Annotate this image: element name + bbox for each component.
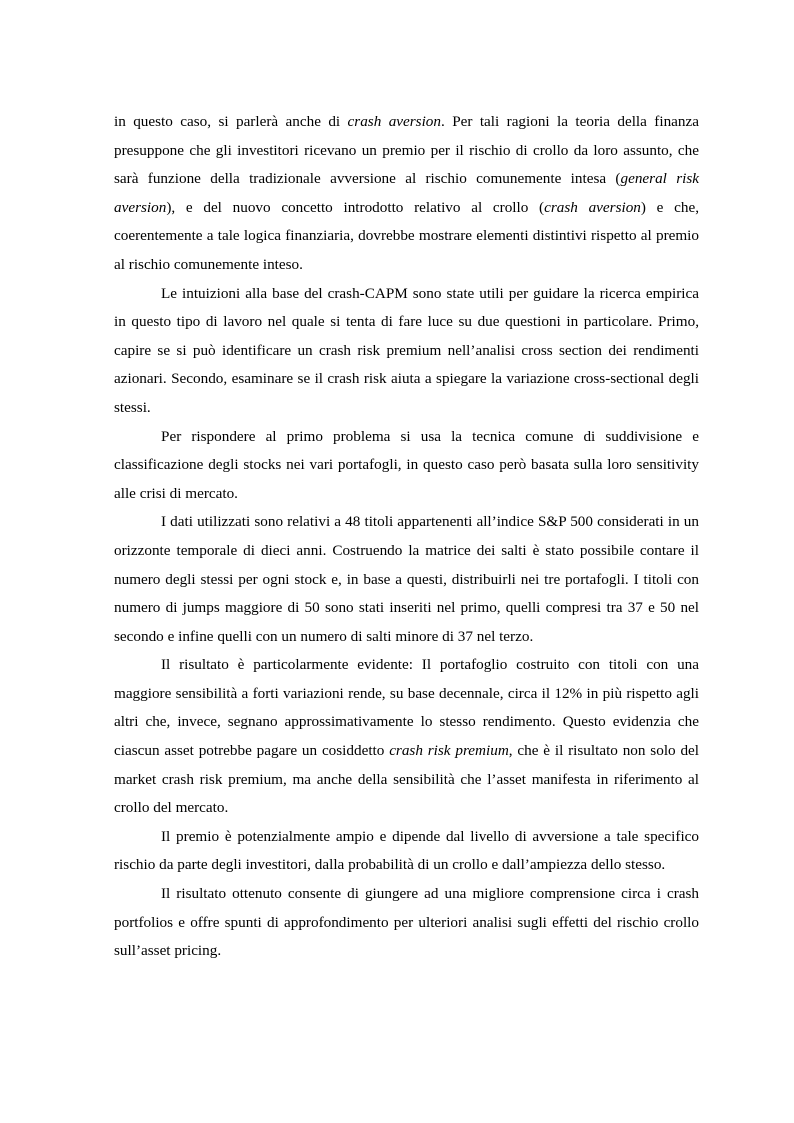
paragraph (114, 651, 699, 823)
paragraph (114, 508, 699, 651)
text-run: Per rispondere al primo problema si usa la tecnica comune di suddivisione e classificazione degli stocks nei vari portafogli, in questo caso però basata sulla loro sensitivity alle crisi di mercato. (114, 427, 699, 502)
text-run: ), e del nuovo concetto introdotto relativo al crollo ( (166, 198, 545, 216)
text-run: in questo caso, si parlerà anche di (114, 113, 348, 130)
text-run: Il premio è potenzialmente ampio e dipende dal livello di avversione a tale specifico rischio da parte degli investitori, dalla probabilità di un crollo e dall’ampiezza dello stesso. (114, 827, 699, 874)
paragraph (114, 108, 699, 280)
body-text (114, 108, 699, 966)
text-run: Le intuizioni alla base del crash-CAPM sono state utili per guidare la ricerca empirica in questo tipo di lavoro nel quale si tenta di fare luce su due questioni in particolare. Primo, capire se si può identificare un crash risk premium nell’analisi cross section dei rendimenti azionari. Secondo, esaminare se il crash risk aiuta a spiegare la variazione cross-sectional degli stessi. (114, 284, 699, 416)
text-run: . Per tali ragioni la teoria della finanza presuppone che gli investitori ricevano un premio per il rischio di crollo da loro assunto, che sarà funzione della tradizionale avversione al rischio comunemente intesa ( (114, 113, 699, 188)
text-run: I dati utilizzati sono relativi a 48 titoli appartenenti all’indice S&P 500 considerati in un orizzonte temporale di dieci anni. Costruendo la matrice dei salti è stato possibile contare il numero degli stessi per ogni stock e, in base a questi, distribuirli nei tre portafogli. I titoli con numero di jumps maggiore di 50 sono stati inseriti nel primo, quelli compresi tra 37 e 50 nel secondo e infine quelli con un numero di salti minore di 37 nel terzo. (114, 513, 699, 645)
paragraph (114, 880, 699, 966)
italic-term: general risk aversion (114, 170, 699, 216)
italic-term: crash aversion (347, 113, 441, 130)
text-run: Il risultato ottenuto consente di giungere ad una migliore comprensione circa i crash portfolios e offre spunti di approfondimento per ulteriori analisi sugli effetti del rischio crollo sull’asset pricing. (114, 885, 699, 960)
text-run: , che è il risultato non solo del market crash risk premium, ma anche della sensibilità che l’asset manifesta in riferimento al crollo del mercato. (114, 742, 700, 817)
paragraph (114, 280, 699, 423)
text-run: ) e che, coerentemente a tale logica finanziaria, dovrebbe mostrare elementi distintivi rispetto al premio al rischio comunemente inteso. (114, 198, 700, 273)
italic-term: crash aversion (544, 198, 641, 216)
paragraph (114, 823, 699, 880)
paragraph (114, 423, 699, 509)
italic-term: crash risk premium (389, 742, 509, 760)
text-run: Il risultato è particolarmente evidente: Il portafoglio costruito con titoli con una maggiore sensibilità a forti variazioni rende, su base decennale, circa il 12% in più rispetto agli altri che, invece, segnano approssimativamente lo stesso rendimento. Questo evidenzia che ciascun asset potrebbe pagare un cosiddetto (114, 656, 699, 760)
